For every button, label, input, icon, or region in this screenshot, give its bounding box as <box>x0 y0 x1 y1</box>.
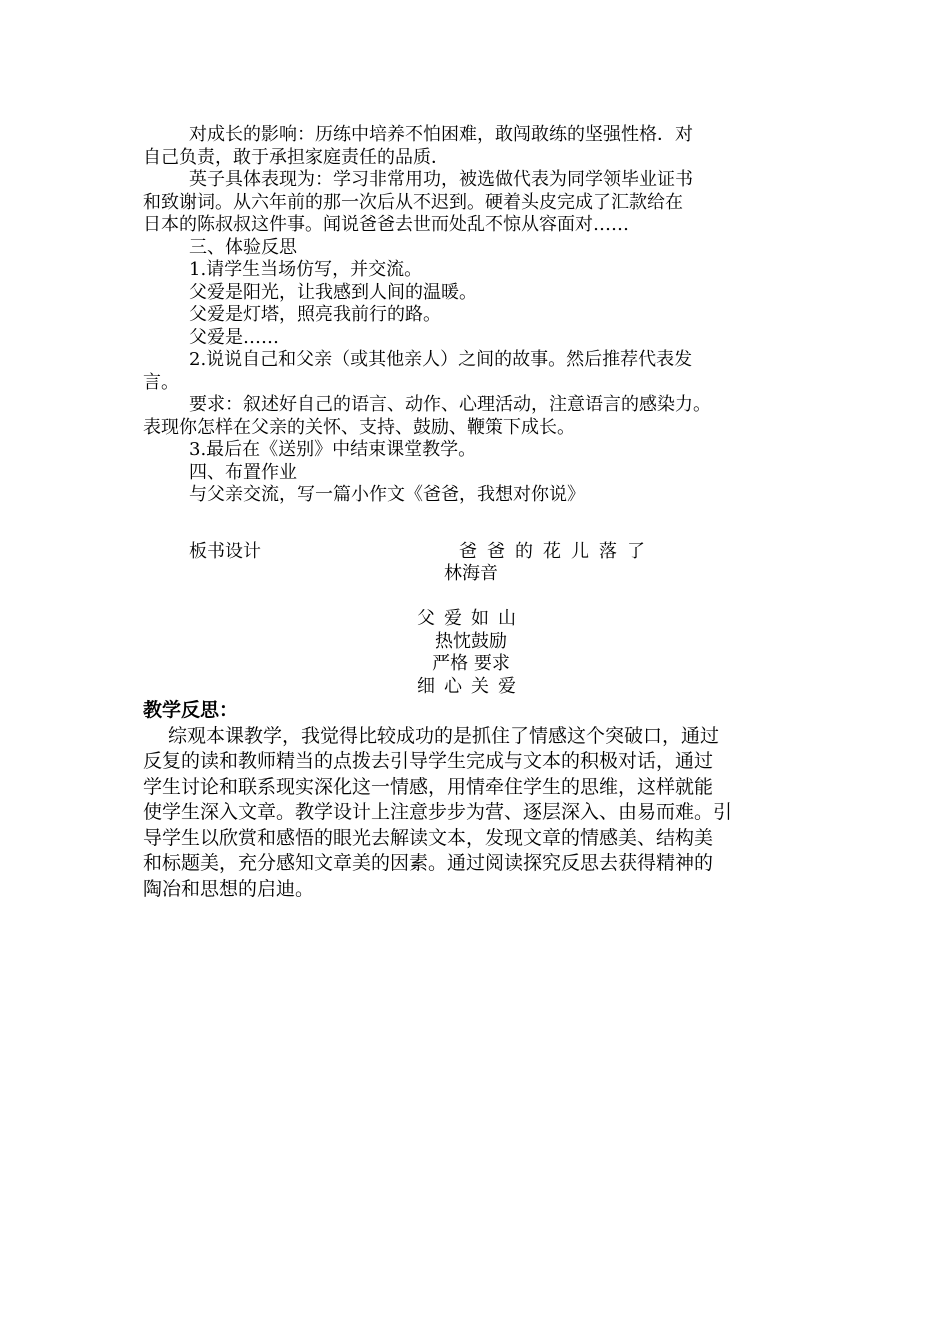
step-2: 2.说说自己和父亲（或其他亲人）之间的故事。然后推荐代表发 <box>189 349 693 370</box>
paragraph-yingzi-cont-2: 日本的陈叔叔这件事。闻说爸爸去世而处乱不惊从容面对…… <box>143 214 629 235</box>
step-3: 3.最后在《送别》中结束课堂教学。 <box>189 439 477 460</box>
board-author: 林海音 <box>444 563 498 584</box>
reflection-line-4: 使学生深入文章。教学设计上注意步步为营、逐层深入、由易而难。引 <box>143 801 733 823</box>
board-item-3: 严格 要求 <box>432 653 510 674</box>
example-sentence-2: 父爱是灯塔，照亮我前行的路。 <box>189 304 441 325</box>
board-item-1: 父爱如山 <box>417 608 525 629</box>
paragraph-yingzi: 英子具体表现为：学习非常用功，被选做代表为同学领毕业证书 <box>189 169 693 190</box>
reflection-line-7: 陶冶和思想的启迪。 <box>143 877 315 900</box>
section-heading-reflection: 三、体验反思 <box>189 236 297 258</box>
board-design-row <box>143 541 813 564</box>
board-title: 爸爸的花儿落了 <box>459 540 655 562</box>
paragraph-growth-impact: 对成长的影响：历练中培养不怕困难，敢闯敢练的坚强性格．对 <box>189 124 693 145</box>
board-design-label: 板书设计 <box>189 540 261 562</box>
homework-text: 与父亲交流，写一篇小作文《爸爸，我想对你说》 <box>189 484 585 505</box>
reflection-line-3: 学生讨论和联系现实深化这一情感，用情牵住学生的思维，这样就能 <box>143 775 714 798</box>
reflection-heading: 教学反思： <box>143 699 239 721</box>
example-sentence-3: 父爱是…… <box>189 326 279 348</box>
document-body <box>143 124 813 902</box>
step-2-cont: 言。 <box>143 371 179 393</box>
board-item-2: 热忱鼓励 <box>435 630 507 652</box>
requirement-cont: 表现你怎样在父亲的关怀、支持、鼓励、鞭策下成长。 <box>143 416 575 438</box>
reflection-line-1: 综观本课教学，我觉得比较成功的是抓住了情感这个突破口，通过 <box>168 724 720 747</box>
example-sentence-1: 父爱是阳光，让我感到人间的温暖。 <box>189 281 477 303</box>
section-heading-homework: 四、布置作业 <box>189 461 297 483</box>
paragraph-growth-impact-cont: 自己负责，敢于承担家庭责任的品质． <box>143 146 449 168</box>
paragraph-yingzi-cont-1: 和致谢词。从六年前的那一次后从不迟到。硬着头皮完成了汇款给在 <box>143 191 683 213</box>
board-item-4: 细心关爱 <box>417 675 525 697</box>
reflection-line-6: 和标题美，充分感知文章美的因素。通过阅读探究反思去获得精神的 <box>143 852 714 874</box>
reflection-line-5: 导学生以欣赏和感悟的眼光去解读文本，发现文章的情感美、结构美 <box>143 826 714 849</box>
reflection-section <box>143 698 813 902</box>
requirement: 要求：叙述好自己的语言、动作、心理活动，注意语言的感染力。 <box>189 394 711 415</box>
reflection-line-2: 反复的读和教师精当的点拨去引导学生完成与文本的积极对话，通过 <box>143 750 714 772</box>
step-1: 1.请学生当场仿写，并交流。 <box>189 259 423 280</box>
